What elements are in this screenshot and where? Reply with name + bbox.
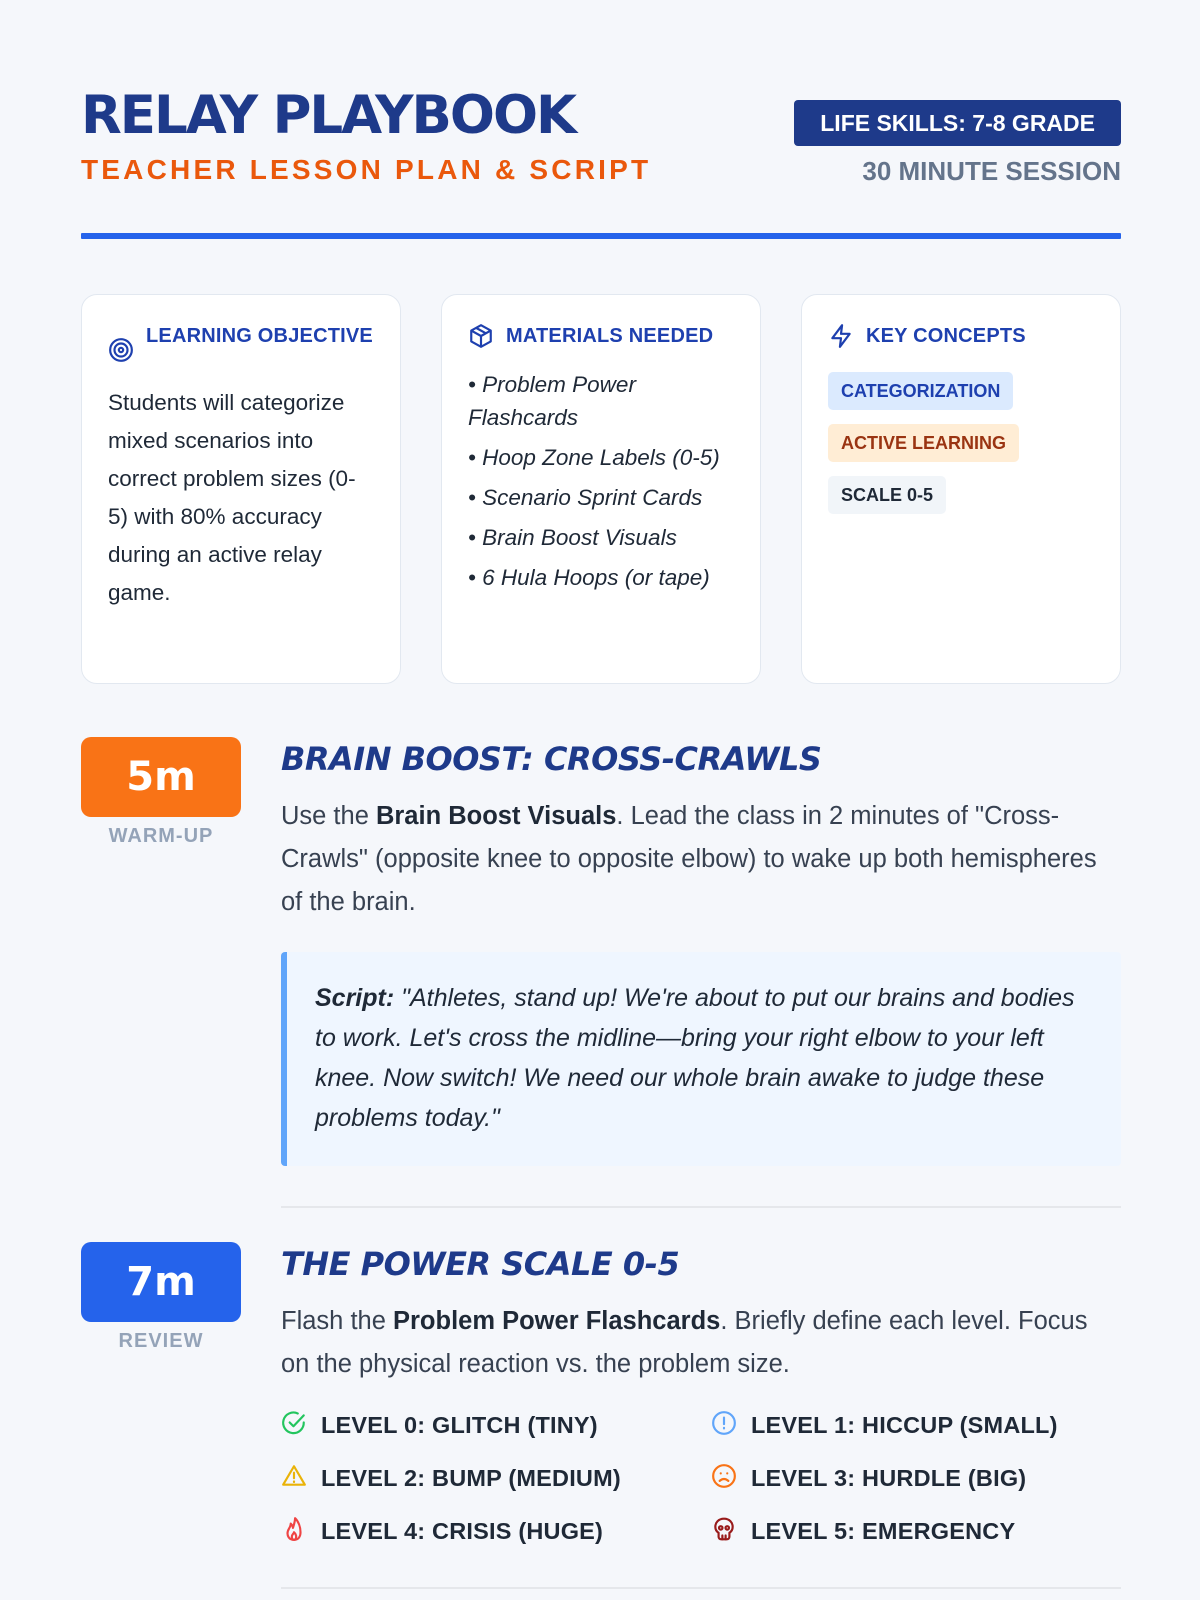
level-item: LEVEL 0: GLITCH (TINY) [281, 1408, 711, 1443]
section-title: THE POWER SCALE 0-5 [281, 1245, 680, 1283]
material-name: Problem Power Flashcards [392, 1307, 721, 1335]
section-divider [281, 1206, 1121, 1208]
section-title: BRAIN BOOST: CROSS-CRAWLS [281, 740, 822, 778]
check-circle-icon [281, 1410, 307, 1441]
level-item: LEVEL 5: EMERGENCY [711, 1514, 1121, 1549]
box-icon [468, 323, 494, 354]
materials-card [441, 294, 761, 684]
tag-categorization: CATEGORIZATION [828, 372, 1013, 410]
lesson-plan-page [81, 0, 1121, 1544]
section-content [281, 737, 1121, 1208]
list-item: • Problem Power Flashcards [468, 372, 636, 430]
lightning-icon [828, 323, 854, 354]
level-list [281, 1408, 1121, 1549]
concepts-card [801, 294, 1121, 684]
script-label: Script: [315, 984, 395, 1012]
flame-icon [281, 1516, 307, 1547]
list-item: • Scenario Sprint Cards [468, 485, 703, 510]
time-column [81, 737, 241, 848]
concept-tags [828, 372, 1094, 528]
list-item: • Brain Boost Visuals [468, 525, 677, 550]
time-label: REVIEW [118, 1330, 204, 1352]
level-item: LEVEL 1: HICCUP (SMALL) [711, 1408, 1121, 1443]
level-item: LEVEL 2: BUMP (MEDIUM) [281, 1461, 711, 1496]
script-text: "Athletes, stand up! We're about to put our brains and bodies to work. Let's cross the midline—bring your right elbow to your left knee. Now switch! We need our whole brain awake to judge these problems today." [315, 984, 1075, 1132]
level-item: LEVEL 4: CRISIS (HUGE) [281, 1514, 711, 1549]
frown-icon [711, 1463, 737, 1494]
section-description: Use the Brain Boost Visuals. Lead the class in 2 minutes of "Cross-Crawls" (opposite knee to opposite elbow) to wake up both hemispheres of the brain. [281, 802, 1097, 916]
list-item: • Hoop Zone Labels (0-5) [468, 445, 720, 470]
time-column [81, 1242, 241, 1353]
material-name: Brain Boost Visuals [375, 802, 617, 830]
section-content [281, 1242, 1121, 1589]
page-title: RELAY PLAYBOOK [81, 85, 576, 146]
time-label: WARM-UP [108, 825, 214, 847]
list-item: • 6 Hula Hoops (or tape) [468, 565, 710, 590]
objective-title: LEARNING OBJECTIVE [146, 325, 373, 347]
summary-cards [81, 294, 1121, 684]
objective-card [81, 294, 401, 684]
time-badge: 7m [81, 1242, 241, 1322]
materials-list [468, 368, 734, 594]
level-item: LEVEL 3: HURDLE (BIG) [711, 1461, 1121, 1496]
tag-active-learning: ACTIVE LEARNING [828, 424, 1019, 462]
page-subtitle: TEACHER LESSON PLAN & SCRIPT [81, 154, 652, 185]
concepts-title: KEY CONCEPTS [866, 325, 1026, 347]
section-divider [281, 1587, 1121, 1589]
alert-circle-icon [711, 1410, 737, 1441]
target-icon [108, 323, 134, 368]
skull-icon [711, 1516, 737, 1547]
section-description: Flash the Problem Power Flashcards. Briefly define each level. Focus on the physical reaction vs. the problem size. [281, 1307, 1088, 1378]
materials-title: MATERIALS NEEDED [506, 325, 714, 347]
warning-triangle-icon [281, 1463, 307, 1494]
header [81, 0, 1121, 244]
grade-badge: LIFE SKILLS: 7-8 GRADE [794, 100, 1121, 146]
tag-scale: SCALE 0-5 [828, 476, 946, 514]
session-length: 30 MINUTE SESSION [862, 156, 1121, 186]
time-badge: 5m [81, 737, 241, 817]
objective-text: Students will categorize mixed scenarios into correct problem sizes (0-5) with 80% accuracy during an active relay game. [108, 390, 356, 605]
script-box [281, 952, 1121, 1166]
header-divider [81, 233, 1121, 239]
